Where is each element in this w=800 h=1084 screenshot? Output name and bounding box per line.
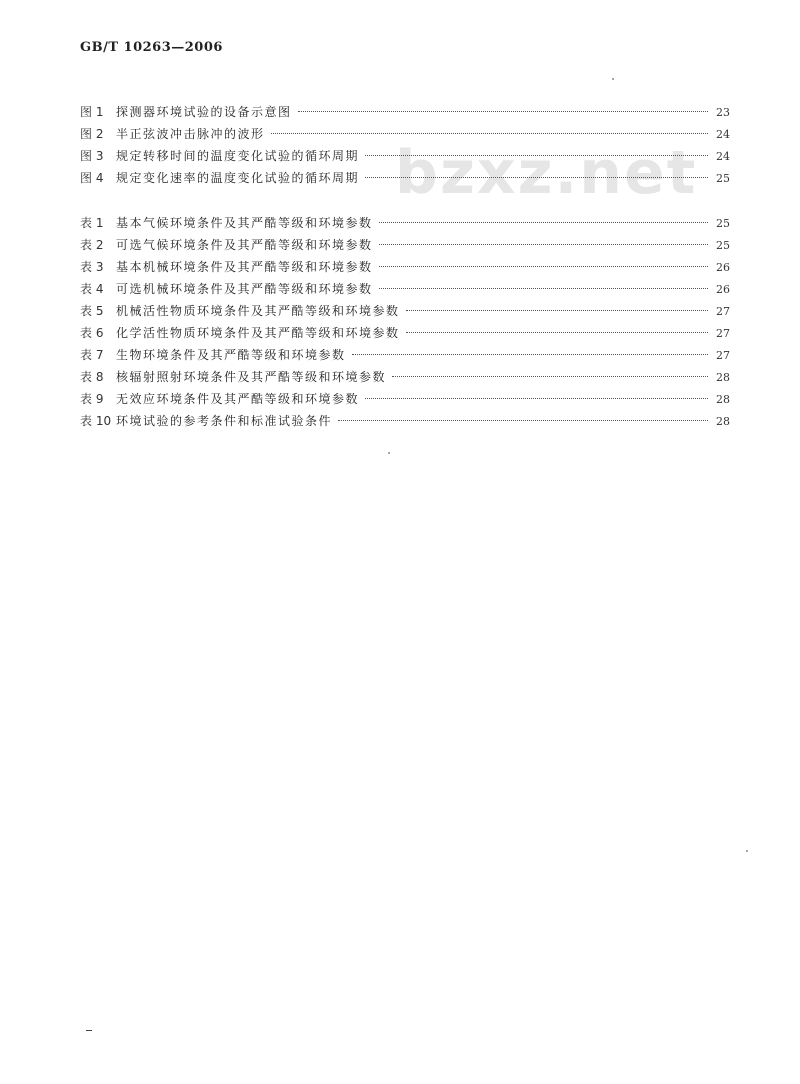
toc-table-entry[interactable] — [80, 212, 730, 234]
toc-table-entry[interactable] — [80, 366, 730, 388]
page-number: 23 — [716, 106, 730, 119]
dot-leader — [406, 332, 708, 333]
page-number: 27 — [716, 305, 730, 318]
table-number: 表 4 — [80, 282, 104, 296]
toc-table-entry[interactable] — [80, 410, 730, 432]
toc-table-entry[interactable] — [80, 256, 730, 278]
toc-table-entry[interactable] — [80, 388, 730, 410]
figure-number: 图 3 — [80, 149, 104, 163]
watermark: bzxz.net — [395, 138, 698, 208]
toc-figure-entry[interactable] — [80, 167, 730, 189]
page-number: 26 — [716, 283, 730, 296]
page-number: 25 — [716, 172, 730, 185]
scan-speck — [746, 850, 748, 852]
toc-figure-entry[interactable] — [80, 101, 730, 123]
toc-table-entry[interactable] — [80, 300, 730, 322]
table-title: 环境试验的参考条件和标准试验条件 — [116, 414, 333, 428]
dot-leader — [379, 288, 708, 289]
page-number: 28 — [716, 393, 730, 406]
page-number: 26 — [716, 261, 730, 274]
dot-leader — [271, 133, 708, 134]
dot-leader — [365, 398, 708, 399]
scan-speck — [612, 78, 614, 80]
table-number: 表 1 — [80, 216, 104, 230]
table-title: 核辐射照射环境条件及其严酷等级和环境参数 — [116, 370, 387, 384]
table-title: 基本机械环境条件及其严酷等级和环境参数 — [116, 260, 373, 274]
figure-title: 探测器环境试验的设备示意图 — [116, 105, 292, 119]
dot-leader — [379, 222, 708, 223]
dot-leader — [392, 376, 708, 377]
page-number: 24 — [716, 150, 730, 163]
toc-figure-entry[interactable] — [80, 145, 730, 167]
table-title: 机械活性物质环境条件及其严酷等级和环境参数 — [116, 304, 400, 318]
dot-leader — [365, 177, 708, 178]
table-title: 可选气候环境条件及其严酷等级和环境参数 — [116, 238, 373, 252]
dot-leader — [298, 111, 708, 112]
page-number: 27 — [716, 349, 730, 362]
table-number: 表 9 — [80, 392, 104, 406]
figure-number: 图 2 — [80, 127, 104, 141]
table-number: 表 2 — [80, 238, 104, 252]
page-number: 28 — [716, 371, 730, 384]
figure-number: 图 4 — [80, 171, 104, 185]
table-number: 表 5 — [80, 304, 104, 318]
table-title: 无效应环境条件及其严酷等级和环境参数 — [116, 392, 360, 406]
figure-list — [80, 101, 730, 189]
table-number: 表 3 — [80, 260, 104, 274]
figure-number: 图 1 — [80, 105, 104, 119]
dot-leader — [379, 266, 708, 267]
toc-table-entry[interactable] — [80, 278, 730, 300]
dot-leader — [365, 155, 708, 156]
table-title: 可选机械环境条件及其严酷等级和环境参数 — [116, 282, 373, 296]
table-title: 生物环境条件及其严酷等级和环境参数 — [116, 348, 346, 362]
dot-leader — [406, 310, 708, 311]
table-number: 表 10 — [80, 414, 112, 428]
page-number: 24 — [716, 128, 730, 141]
toc-table-entry[interactable] — [80, 234, 730, 256]
table-title: 化学活性物质环境条件及其严酷等级和环境参数 — [116, 326, 400, 340]
table-list — [80, 212, 730, 432]
table-title: 基本气候环境条件及其严酷等级和环境参数 — [116, 216, 373, 230]
dot-leader — [379, 244, 708, 245]
toc-table-entry[interactable] — [80, 322, 730, 344]
standard-code-header: GB/T 10263—2006 — [80, 40, 223, 55]
footer-mark — [86, 1030, 92, 1031]
table-number: 表 7 — [80, 348, 104, 362]
table-number: 表 6 — [80, 326, 104, 340]
page-number: 28 — [716, 415, 730, 428]
toc-table-entry[interactable] — [80, 344, 730, 366]
figure-title: 规定变化速率的温度变化试验的循环周期 — [116, 171, 360, 185]
dot-leader — [352, 354, 708, 355]
page-number: 27 — [716, 327, 730, 340]
table-number: 表 8 — [80, 370, 104, 384]
figure-title: 规定转移时间的温度变化试验的循环周期 — [116, 149, 360, 163]
figure-title: 半正弦波冲击脉冲的波形 — [116, 127, 265, 141]
toc-figure-entry[interactable] — [80, 123, 730, 145]
page-number: 25 — [716, 217, 730, 230]
scan-speck — [388, 452, 390, 454]
page-number: 25 — [716, 239, 730, 252]
dot-leader — [338, 420, 708, 421]
